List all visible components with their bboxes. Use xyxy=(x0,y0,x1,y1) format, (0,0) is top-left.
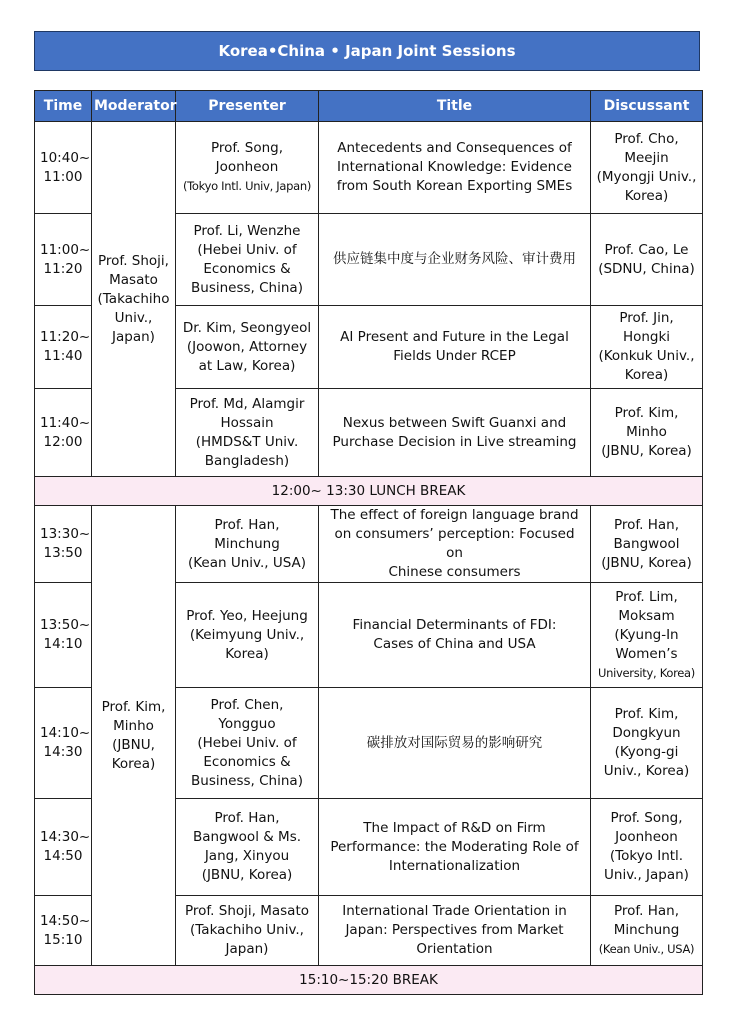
time-cell: 13:50~ 14:10 xyxy=(35,583,92,688)
discussant-cell: Prof. Kim, Dongkyun (Kyong-gi Univ., Korea) xyxy=(591,688,703,799)
header-moderator: Moderator xyxy=(92,91,176,122)
presenter-cell: Prof. Chen, Yongguo (Hebei Univ. of Economics & Business, China) xyxy=(176,688,319,799)
time-cell: 14:30~ 14:50 xyxy=(35,799,92,896)
title-cell: Nexus between Swift Guanxi and Purchase Decision in Live streaming xyxy=(319,389,591,477)
header-discussant: Discussant xyxy=(591,91,703,122)
session-banner: Korea•China • Japan Joint Sessions xyxy=(34,31,700,71)
title-cell: Financial Determinants of FDI: Cases of China and USA xyxy=(319,583,591,688)
discussant-cell: Prof. Jin, Hongki (Konkuk Univ., Korea) xyxy=(591,306,703,389)
header-title: Title xyxy=(319,91,591,122)
title-cell: International Trade Orientation in Japan: Perspectives from Market Orientation xyxy=(319,896,591,966)
discussant-cell: Prof. Song, Joonheon (Tokyo Intl. Univ., Japan) xyxy=(591,799,703,896)
break-row xyxy=(35,477,703,506)
discussant-cell: Prof. Han, Bangwool (JBNU, Korea) xyxy=(591,506,703,583)
schedule-table xyxy=(34,90,703,995)
presenter-cell: Dr. Kim, Seongyeol (Joowon, Attorney at Law, Korea) xyxy=(176,306,319,389)
title-cell: 供应链集中度与企业财务风险、审计费用 xyxy=(319,214,591,306)
presenter-cell: Prof. Han, Bangwool & Ms. Jang, Xinyou (JBNU, Korea) xyxy=(176,799,319,896)
title-cell: The effect of foreign language brand on consumers’ perception: Focused on Chinese consumers xyxy=(319,506,591,583)
presenter-cell: Prof. Song, Joonheon (Tokyo Intl. Univ, Japan) xyxy=(176,122,319,214)
presenter-cell: Prof. Han, Minchung (Kean Univ., USA) xyxy=(176,506,319,583)
moderator-cell: Prof. Kim, Minho (JBNU, Korea) xyxy=(92,506,176,966)
time-cell: 14:50~ 15:10 xyxy=(35,896,92,966)
time-cell: 11:40~ 12:00 xyxy=(35,389,92,477)
time-cell: 11:20~ 11:40 xyxy=(35,306,92,389)
table-row xyxy=(35,122,703,214)
lunch-break-label: 12:00~ 13:30 LUNCH BREAK xyxy=(35,477,703,506)
discussant-cell: Prof. Kim, Minho (JBNU, Korea) xyxy=(591,389,703,477)
header-presenter: Presenter xyxy=(176,91,319,122)
discussant-cell: Prof. Lim, Moksam (Kyung-In Women’s University, Korea) xyxy=(591,583,703,688)
break-row xyxy=(35,966,703,995)
table-row xyxy=(35,506,703,583)
discussant-cell: Prof. Han, Minchung (Kean Univ., USA) xyxy=(591,896,703,966)
title-cell: AI Present and Future in the Legal Fields Under RCEP xyxy=(319,306,591,389)
moderator-cell: Prof. Shoji, Masato (Takachiho Univ., Japan) xyxy=(92,122,176,477)
time-cell: 10:40~ 11:00 xyxy=(35,122,92,214)
time-cell: 14:10~ 14:30 xyxy=(35,688,92,799)
discussant-cell: Prof. Cho, Meejin (Myongji Univ., Korea) xyxy=(591,122,703,214)
title-cell: The Impact of R&D on Firm Performance: the Moderating Role of Internationalization xyxy=(319,799,591,896)
header-row xyxy=(35,91,703,122)
title-cell: Antecedents and Consequences of International Knowledge: Evidence from South Korean Exporting SMEs xyxy=(319,122,591,214)
presenter-cell: Prof. Li, Wenzhe (Hebei Univ. of Economics & Business, China) xyxy=(176,214,319,306)
break-label: 15:10~15:20 BREAK xyxy=(35,966,703,995)
header-time: Time xyxy=(35,91,92,122)
time-cell: 11:00~ 11:20 xyxy=(35,214,92,306)
time-cell: 13:30~ 13:50 xyxy=(35,506,92,583)
presenter-cell: Prof. Shoji, Masato (Takachiho Univ., Japan) xyxy=(176,896,319,966)
presenter-cell: Prof. Yeo, Heejung (Keimyung Univ., Korea) xyxy=(176,583,319,688)
presenter-cell: Prof. Md, Alamgir Hossain (HMDS&T Univ. Bangladesh) xyxy=(176,389,319,477)
title-cell: 碳排放对国际贸易的影响研究 xyxy=(319,688,591,799)
discussant-cell: Prof. Cao, Le (SDNU, China) xyxy=(591,214,703,306)
